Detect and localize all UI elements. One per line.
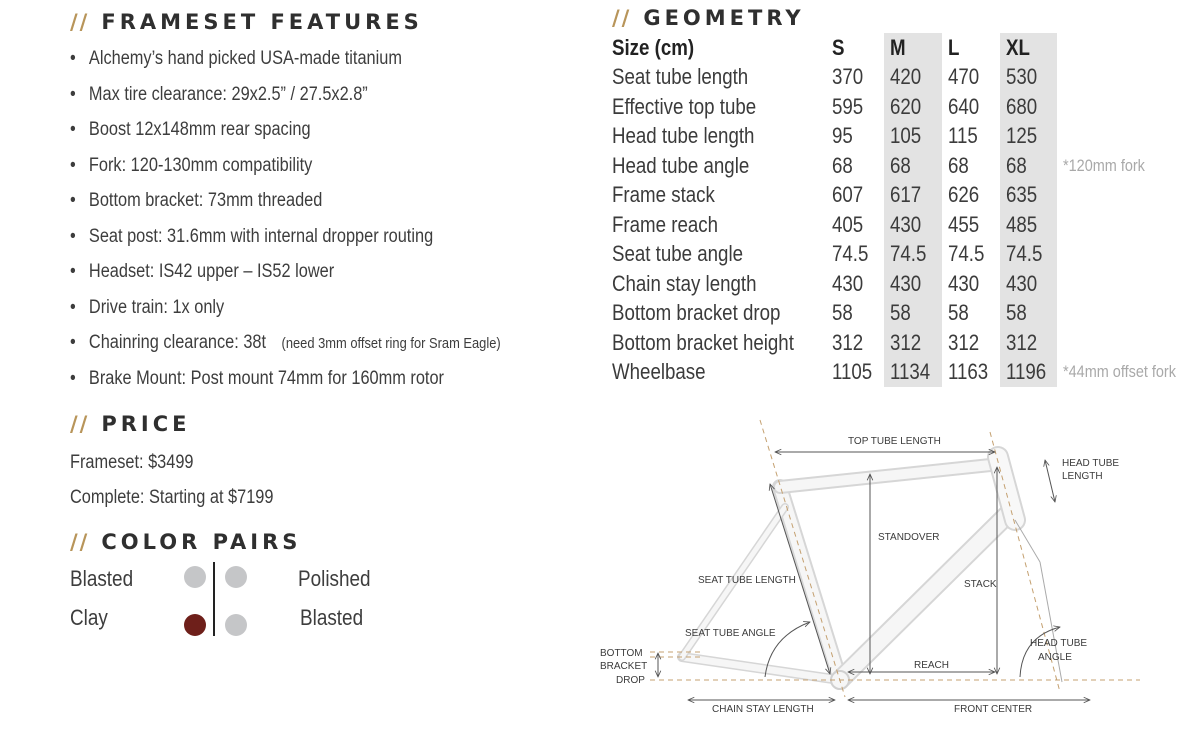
frameset-features-list	[70, 48, 571, 403]
table-row: Wheelbase 1105 1134 1163 1196 *44mm offset fork	[612, 358, 1200, 388]
list-item: • Drive train: 1x only	[70, 296, 225, 318]
list-item: • Headset: IS42 upper – IS52 lower	[70, 261, 335, 282]
color-swatch-blasted	[184, 566, 206, 588]
head-tube-length-label: HEAD TUBE	[1062, 458, 1120, 469]
top-tube-label: TOP TUBE LENGTH	[848, 436, 941, 447]
table-row: Head tube length 95 105 115 125	[612, 122, 1200, 152]
list-item: • Bottom bracket: 73mm threaded	[70, 190, 323, 211]
size-xl: XL	[1000, 33, 1058, 63]
list-item: • Chainring clearance: 38t (need 3mm offset ring for Sram Eagle)	[70, 332, 501, 353]
frame-geometry-diagram	[590, 412, 1150, 732]
standover-label: STANDOVER	[878, 532, 940, 543]
color-pairs-heading: // COLOR PAIRS	[70, 530, 302, 554]
front-center-label: FRONT CENTER	[954, 704, 1033, 715]
heading-slash: //	[70, 10, 90, 34]
table-row: Seat tube length 370 420 470 530	[612, 63, 1200, 93]
price-heading: // PRICE	[70, 412, 191, 436]
table-row: Head tube angle 68 68 68 68 *120mm fork	[612, 151, 1200, 181]
list-item: • Brake Mount: Post mount 74mm for 160mm rotor	[70, 367, 445, 389]
table-header-row	[612, 33, 1200, 63]
color-pair-divider	[213, 562, 215, 636]
stack-label: STACK	[964, 579, 997, 590]
offset-note: *44mm offset fork	[1063, 362, 1177, 382]
chainring-note: (need 3mm offset ring for Sram Eagle)	[281, 335, 501, 352]
list-item: • Fork: 120-130mm compatibility	[70, 154, 313, 176]
seat-tube-angle-label: SEAT TUBE ANGLE	[685, 628, 776, 639]
list-item: • Boost 12x148mm rear spacing	[70, 119, 311, 140]
size-l: L	[947, 34, 960, 60]
size-label: Size (cm)	[612, 34, 695, 60]
list-item: • Seat post: 31.6mm with internal dropper routing	[70, 225, 434, 247]
bb-drop-label: BOTTOM	[600, 648, 643, 659]
list-item: • Max tire clearance: 29x2.5” / 27.5x2.8”	[70, 83, 368, 105]
frameset-features-heading: // FRAMESET FEATURES	[70, 10, 423, 34]
table-row: Frame reach 405 430 455 485	[612, 210, 1200, 240]
geometry-table	[612, 33, 1200, 387]
table-row: Frame stack 607 617 626 635	[612, 181, 1200, 211]
color-pair-1-right-label: Polished	[298, 566, 371, 591]
seat-tube-length-label: SEAT TUBE LENGTH	[698, 575, 796, 586]
fork-line	[1040, 562, 1062, 682]
color-pair-2-left-label: Clay	[70, 605, 108, 630]
color-swatch-polished	[225, 566, 247, 588]
color-swatch-clay	[184, 614, 206, 636]
color-swatch-blasted	[225, 614, 247, 636]
size-m: M	[884, 33, 942, 63]
complete-price: Complete: Starting at $7199	[70, 487, 274, 508]
chain-stay-label: CHAIN STAY LENGTH	[712, 704, 814, 715]
heading-slash: //	[70, 412, 90, 436]
head-tube-angle-label: ANGLE	[1038, 652, 1072, 663]
fork-line	[1015, 520, 1040, 562]
heading-slash: //	[612, 6, 632, 30]
frame-tubes	[682, 457, 1015, 689]
bb-drop-label: BRACKET	[600, 661, 648, 672]
head-tube-length-label: LENGTH	[1062, 471, 1103, 482]
reach-label: REACH	[914, 660, 950, 671]
head-tube-angle-label: HEAD TUBE	[1030, 638, 1088, 649]
color-pair-2-right-label: Blasted	[300, 605, 364, 630]
size-s: S	[832, 34, 845, 60]
bb-drop-label: DROP	[616, 675, 645, 686]
table-row: Chain stay length 430 430 430 430	[612, 269, 1200, 299]
geometry-heading: // GEOMETRY	[612, 6, 805, 30]
table-row: Bottom bracket height 312 312 312 312	[612, 328, 1200, 358]
table-row: Bottom bracket drop 58 58 58 58	[612, 299, 1200, 329]
heading-slash: //	[70, 530, 90, 554]
table-row: Seat tube angle 74.5 74.5 74.5 74.5	[612, 240, 1200, 270]
frameset-price: Frameset: $3499	[70, 452, 194, 473]
color-pair-1-left-label: Blasted	[70, 566, 134, 591]
list-item: • Alchemy’s hand picked USA-made titanium	[70, 48, 402, 69]
table-row: Effective top tube 595 620 640 680	[612, 92, 1200, 122]
fork-note: *120mm fork	[1063, 155, 1146, 175]
